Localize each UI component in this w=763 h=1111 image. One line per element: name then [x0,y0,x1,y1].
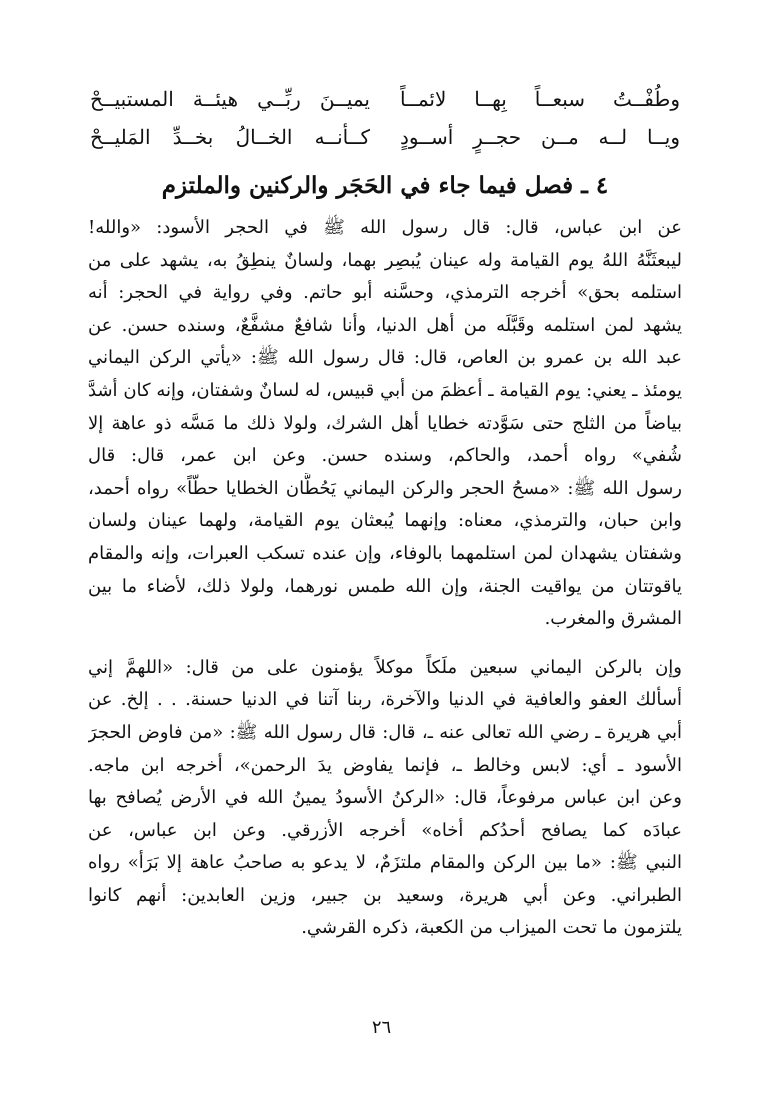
text-line: الأسود ـ أي: لابس وخالط ـ، فإنما يفاوض يدَ الرحمن»، أخرجه ابن ماجه. [88,754,682,776]
verse-second-hemistich: كــأنــه الخــالُ بخــدِّ المَليــحْ [90,125,370,149]
text-line: يشهد لمن استلمه وقَبَّلَه من أهل الدنيا، وأنا شافعٌ مشفَّعٌ، وسنده حسن. عن [88,314,682,336]
text-line: يومئذ ـ يعني: يوم القيامة ـ أعظمَ من أبي قبيس، له لسانٌ وشفتان، وإنه كان أشدَّ [88,379,682,401]
paragraph-2 [88,652,682,945]
verse-line [90,80,680,118]
poem-verses [90,80,680,156]
section-heading: ٤ ـ فصل فيما جاء في الحَجَر والركنين والملتزم [161,172,609,199]
text-line: بياضاً من الثلج حتى سَوَّدته خطايا أهل الشرك، ولولا ذلك ما مَسَّه ذو عاهة إلا [88,412,682,434]
text-line: أبي هريرة ـ رضي الله تعالى عنه ـ، قال: قال رسول الله ﷺ: «من فاوض الحجرَ [88,721,682,743]
text-line: الطبراني. وعن أبي هريرة، وسعيد بن جبير، وزين العابدين: أنهم كانوا [88,884,682,906]
verse-first-hemistich: وطُفْــتُ سبعــاً بِهــا لائمــاً [400,87,680,111]
text-line: شُفي» رواه أحمد، والحاكم، وسنده حسن. وعن ابن عمر، قال: قال [88,445,682,467]
text-line: استلمه بحق» أخرجه الترمذي، وحسَّنه أبو حاتم. وفي رواية في الحجر: أنه [88,282,682,304]
text-line: أسألك العفو والعافية في الدنيا والآخرة، ربنا آتنا في الدنيا حسنة. . . إلخ. عن [88,689,682,711]
text-line: وإن بالركن اليماني سبعين ملَكاً موكلاً يؤمنون على من قال: «اللهمَّ إني [88,656,682,678]
text-line: عبادَه كما يصافح أحدُكم أخاه» أخرجه الأزرقي. وعن ابن عباس، عن [88,819,682,841]
text-line: وابن حبان، والترمذي، معناه: وإنهما يُبعثان يوم القيامة، ولهما عينان ولسان [88,510,682,532]
text-line: عن ابن عباس، قال: قال رسول الله ﷺ في الحجر الأسود: «والله! [88,217,682,238]
text-line: ياقوتتان من يواقيت الجنة، وإن الله طمس نورهما، ولولا ذلك، لأضاء ما بين [88,575,682,597]
text-line: وشفتان يشهدان لمن استلمهما بالوفاء، وإن عنده تسكب العبرات، وإنه والمقام [88,542,682,564]
verse-line [90,118,680,156]
text-line: يلتزمون ما تحت الميزاب من الكعبة، ذكره القرشي. [301,917,682,939]
paragraph-1 [88,212,682,636]
page-number: ٢٦ [371,1017,392,1038]
paragraph-spacer [88,636,682,652]
verse-second-hemistich: يميــنَ ربِّــي هيئــة المستبيــحْ [90,87,370,111]
text-line: رسول الله ﷺ: «مسحُ الحجر والركن اليماني يَحُطَّان الخطايا حطّاً» رواه أحمد، [88,477,682,499]
body-text [88,212,682,945]
text-line: المشرق والمغرب. [544,608,682,630]
text-line: ليبعثَنَّهُ اللهُ يوم القيامة وله عينان يُبصِر بهما، ولسانٌ ينطِقُ به، يشهد على من [88,249,682,271]
text-line: النبي ﷺ: «ما بين الركن والمقام ملتزَمٌ، لا يدعو به صاحبُ عاهة إلا بَرَأ» رواه [88,852,682,874]
text-line: وعن ابن عباس مرفوعاً، قال: «الركنُ الأسودُ يمينُ الله في الأرض يُصافح بها [88,787,682,809]
verse-first-hemistich: ويــا لــه مــن حجــرٍ أســودٍ [400,125,680,149]
text-line: عبد الله بن عمرو بن العاص، قال: قال رسول الله ﷺ: «يأتي الركن اليماني [88,347,682,369]
